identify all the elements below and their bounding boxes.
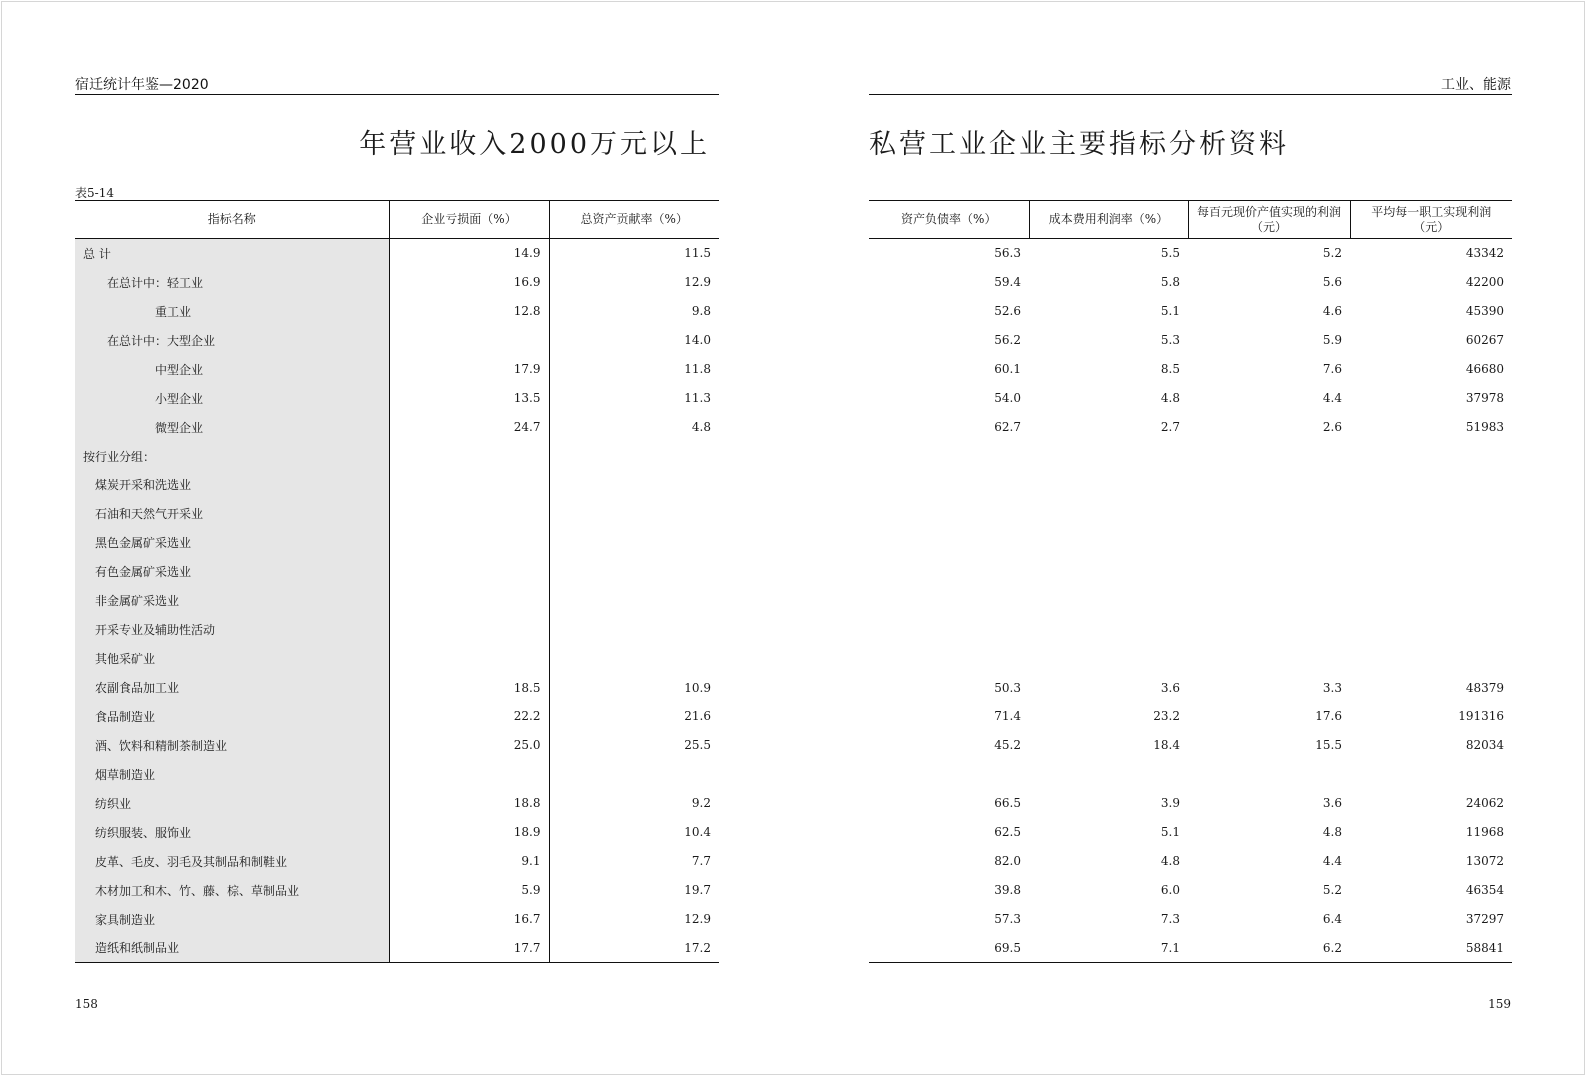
cell-loss-ratio: 14.9 [389,239,549,268]
cell-cost-profit-ratio: 18.4 [1153,738,1180,753]
cell-asset-contribution [549,615,719,644]
table-row [75,268,719,297]
cell-cost-profit-ratio [1029,760,1188,789]
table-row [75,557,719,586]
cell-profit-per-100: 7.6 [1322,362,1342,377]
cell-debt-ratio: 56.2 [994,333,1021,348]
cell-cost-profit-ratio [1029,528,1188,557]
row-label-text: 在总计中：大型企业 [107,333,216,348]
cell-asset-contribution [549,471,719,500]
table-row [75,326,719,355]
row-label [75,876,389,905]
cell-loss-ratio: 16.7 [389,905,549,934]
cell-cost-profit-ratio: 5.5 [1160,246,1180,261]
cell-profit-per-100: 6.2 [1188,934,1350,963]
table-row [75,934,719,963]
cell-profit-per-employee [1350,644,1512,673]
cell-loss-ratio: 24.7 [389,413,549,442]
cell-loss-ratio [389,644,549,673]
cell-cost-profit-ratio: 6.0 [1160,883,1180,898]
cell-debt-ratio [869,499,1029,528]
cell-profit-per-100: 4.8 [1322,825,1342,840]
right-table-header [869,201,1512,239]
table-row [869,528,1512,557]
cell-cost-profit-ratio: 5.8 [1160,275,1180,290]
cell-profit-per-employee: 82034 [1465,738,1504,753]
cell-profit-per-100 [1188,615,1350,644]
row-label [75,471,389,500]
table-row [869,789,1512,818]
cell-debt-ratio: 59.4 [994,275,1021,290]
cell-profit-per-employee [1350,586,1512,615]
row-label-text: 纺织业 [95,796,132,811]
table-row [75,413,719,442]
cell-loss-ratio: 5.9 [389,876,549,905]
cell-loss-ratio: 16.9 [389,268,549,297]
row-label-text: 木材加工和木、竹、藤、棕、草制品业 [95,883,300,898]
cell-profit-per-employee: 191316 [1458,709,1504,724]
table-row [869,239,1512,268]
cell-asset-contribution: 9.8 [691,304,711,319]
table-row [75,847,719,876]
row-label [75,644,389,673]
row-label-text: 在总计中：轻工业 [107,275,204,290]
table-row [75,644,719,673]
right-running-head: 工业、能源 [1441,77,1511,93]
cell-debt-ratio: 71.4 [994,709,1021,724]
cell-profit-per-100: 5.2 [1322,246,1342,261]
cell-cost-profit-ratio: 8.5 [1160,362,1180,377]
cell-cost-profit-ratio [1029,442,1188,471]
cell-profit-per-100: 2.6 [1322,420,1342,435]
row-label-text: 其他采矿业 [95,652,156,667]
column-header-profit-per-100: 每百元现价产值实现的利润 （元） [1188,201,1350,239]
cell-loss-ratio [389,586,549,615]
table-row [75,442,719,471]
cell-cost-profit-ratio: 4.8 [1160,391,1180,406]
left-header-rule [75,94,719,95]
table-row [869,644,1512,673]
cell-loss-ratio: 18.8 [389,789,549,818]
table-row [869,413,1512,442]
cell-debt-ratio: 45.2 [994,738,1021,753]
table-row [75,586,719,615]
table-row [75,760,719,789]
cell-debt-ratio: 54.0 [994,391,1021,406]
row-label [75,818,389,847]
cell-debt-ratio [869,442,1029,471]
cell-profit-per-100 [1188,528,1350,557]
cell-loss-ratio [389,615,549,644]
table-row [75,905,719,934]
cell-profit-per-employee [1350,471,1512,500]
cell-loss-ratio: 18.5 [389,673,549,702]
cell-loss-ratio: 9.1 [389,847,549,876]
table-row [75,297,719,326]
table-row [869,731,1512,760]
left-data-table [75,200,719,963]
row-label-text: 家具制造业 [95,912,156,927]
table-row [869,615,1512,644]
row-label [75,297,389,326]
cell-profit-per-employee: 45390 [1465,304,1504,319]
row-label [75,557,389,586]
cell-asset-contribution: 12.9 [684,912,711,927]
cell-asset-contribution: 12.9 [684,275,711,290]
column-header-asset-contribution: 总资产贡献率（%） [549,201,719,239]
table-row [869,297,1512,326]
cell-cost-profit-ratio: 23.2 [1153,709,1180,724]
table-row [75,673,719,702]
cell-debt-ratio [869,471,1029,500]
row-label-text: 有色金属矿采选业 [95,565,192,580]
row-label [75,934,389,963]
row-label [75,326,389,355]
cell-profit-per-employee: 46680 [1465,362,1504,377]
row-label [75,239,389,268]
cell-profit-per-100: 15.5 [1315,738,1342,753]
cell-debt-ratio: 62.7 [994,420,1021,435]
row-label [75,760,389,789]
page-number-left: 158 [75,997,98,1011]
table-row [75,702,719,731]
row-label-text: 食品制造业 [95,709,156,724]
row-label [75,413,389,442]
cell-profit-per-100 [1188,442,1350,471]
row-label [75,615,389,644]
cell-profit-per-100 [1188,471,1350,500]
cell-profit-per-100 [1188,586,1350,615]
cell-asset-contribution [549,442,719,471]
right-data-table [869,200,1512,963]
cell-profit-per-employee: 58841 [1350,934,1512,963]
row-label [75,586,389,615]
left-running-head: 宿迁统计年鉴—2020 [75,77,209,93]
cell-cost-profit-ratio: 5.3 [1160,333,1180,348]
cell-profit-per-100 [1188,557,1350,586]
cell-asset-contribution [549,586,719,615]
table-row [75,239,719,268]
cell-debt-ratio [869,615,1029,644]
cell-asset-contribution: 7.7 [691,854,711,869]
column-header-loss-ratio: 企业亏损面（%） [389,201,549,239]
cell-debt-ratio: 66.5 [994,796,1021,811]
cell-asset-contribution: 25.5 [684,738,711,753]
cell-profit-per-100: 3.6 [1322,796,1342,811]
cell-profit-per-employee [1350,499,1512,528]
table-row [869,471,1512,500]
cell-debt-ratio: 82.0 [994,854,1021,869]
cell-profit-per-employee: 37297 [1465,912,1504,927]
cell-debt-ratio [869,586,1029,615]
row-label-text: 酒、饮料和精制茶制造业 [95,738,228,753]
cell-debt-ratio [869,644,1029,673]
cell-profit-per-100 [1188,499,1350,528]
column-header-debt-ratio: 资产负债率（%） [869,201,1029,239]
cell-loss-ratio: 18.9 [389,818,549,847]
row-label [75,528,389,557]
row-label-text: 造纸和纸制品业 [95,941,180,956]
cell-profit-per-employee: 48379 [1465,680,1504,695]
cell-cost-profit-ratio: 7.1 [1029,934,1188,963]
title-right: 私营工业企业主要指标分析资料 [869,129,1289,160]
cell-asset-contribution: 10.4 [684,825,711,840]
cell-loss-ratio [389,471,549,500]
cell-cost-profit-ratio: 2.7 [1160,420,1180,435]
table-row [869,673,1512,702]
cell-debt-ratio: 60.1 [994,362,1021,377]
table-row [869,326,1512,355]
cell-debt-ratio [869,760,1029,789]
table-row [75,384,719,413]
cell-cost-profit-ratio: 3.6 [1160,680,1180,695]
cell-asset-contribution [549,760,719,789]
table-row [869,586,1512,615]
cell-profit-per-employee: 51983 [1465,420,1504,435]
cell-asset-contribution: 11.8 [684,362,711,377]
cell-loss-ratio: 17.9 [389,355,549,384]
table-row [75,615,719,644]
cell-debt-ratio: 69.5 [869,934,1029,963]
row-label [75,702,389,731]
cell-profit-per-employee [1350,442,1512,471]
row-label-text: 中型企业 [155,362,204,377]
cell-profit-per-employee: 46354 [1465,883,1504,898]
table-row [75,499,719,528]
cell-profit-per-employee: 42200 [1465,275,1504,290]
row-label-text: 非金属矿采选业 [95,594,180,609]
row-label [75,268,389,297]
table-row [75,471,719,500]
row-label-text: 总 计 [83,246,111,261]
cell-loss-ratio [389,499,549,528]
row-label-text: 皮革、毛皮、羽毛及其制品和制鞋业 [95,854,288,869]
row-label [75,847,389,876]
row-label [75,905,389,934]
cell-asset-contribution [549,499,719,528]
cell-loss-ratio: 13.5 [389,384,549,413]
cell-loss-ratio [389,760,549,789]
row-label [75,355,389,384]
left-table-header [75,201,719,239]
cell-profit-per-employee: 60267 [1465,333,1504,348]
column-header-cost-profit-ratio: 成本费用利润率（%） [1029,201,1188,239]
cell-asset-contribution: 17.2 [549,934,719,963]
table-row [869,876,1512,905]
table-row [869,760,1512,789]
cell-profit-per-employee: 13072 [1465,854,1504,869]
row-label [75,499,389,528]
table-row [869,268,1512,297]
cell-profit-per-100: 6.4 [1322,912,1342,927]
cell-asset-contribution: 14.0 [684,333,711,348]
cell-profit-per-employee [1350,557,1512,586]
table-row [869,442,1512,471]
cell-cost-profit-ratio [1029,499,1188,528]
cell-cost-profit-ratio [1029,586,1188,615]
cell-asset-contribution: 10.9 [684,680,711,695]
cell-loss-ratio: 22.2 [389,702,549,731]
cell-debt-ratio: 50.3 [994,680,1021,695]
cell-asset-contribution: 19.7 [684,883,711,898]
table-row [75,731,719,760]
cell-cost-profit-ratio [1029,615,1188,644]
cell-asset-contribution: 11.5 [684,246,711,261]
cell-loss-ratio [389,326,549,355]
cell-debt-ratio: 56.3 [994,246,1021,261]
table-row [869,818,1512,847]
row-label-text: 小型企业 [155,391,204,406]
row-label [75,673,389,702]
row-label-text: 烟草制造业 [95,767,156,782]
cell-profit-per-100: 5.2 [1322,883,1342,898]
cell-debt-ratio: 52.6 [994,304,1021,319]
cell-profit-per-100: 4.4 [1322,391,1342,406]
cell-loss-ratio: 17.7 [389,934,549,963]
cell-cost-profit-ratio: 5.1 [1160,825,1180,840]
table-row [869,557,1512,586]
cell-profit-per-100: 5.6 [1322,275,1342,290]
row-label [75,384,389,413]
row-label-text: 煤炭开采和洗选业 [95,478,192,493]
table-row [869,905,1512,934]
cell-debt-ratio [869,557,1029,586]
table-row [75,528,719,557]
row-label-text: 农副食品加工业 [95,681,180,696]
cell-loss-ratio [389,442,549,471]
row-label-text: 按行业分组： [83,449,156,464]
cell-profit-per-100: 5.9 [1322,333,1342,348]
cell-profit-per-employee: 24062 [1465,796,1504,811]
cell-profit-per-100 [1188,644,1350,673]
table-row [869,847,1512,876]
cell-loss-ratio [389,557,549,586]
table-row [869,499,1512,528]
cell-debt-ratio [869,528,1029,557]
cell-asset-contribution: 4.8 [691,420,711,435]
cell-cost-profit-ratio: 3.9 [1160,796,1180,811]
cell-asset-contribution: 9.2 [691,796,711,811]
table-row [75,818,719,847]
cell-debt-ratio: 62.5 [994,825,1021,840]
row-label [75,789,389,818]
table-row [869,702,1512,731]
column-header-indicator-name: 指标名称 [75,201,389,239]
cell-profit-per-100: 3.3 [1322,680,1342,695]
cell-profit-per-100: 17.6 [1315,709,1342,724]
row-label-text: 开采专业及辅助性活动 [95,623,216,638]
cell-profit-per-100: 4.4 [1322,854,1342,869]
table-row [869,934,1512,963]
title-left: 年营业收入2000万元以上 [359,129,710,160]
cell-profit-per-100: 4.6 [1322,304,1342,319]
cell-cost-profit-ratio: 7.3 [1160,912,1180,927]
cell-profit-per-employee [1350,760,1512,789]
cell-debt-ratio: 39.8 [994,883,1021,898]
table-row [75,789,719,818]
cell-asset-contribution [549,557,719,586]
column-header-profit-per-employee: 平均每一职工实现利润 （元） [1350,201,1512,239]
table-row [869,355,1512,384]
table-row [869,384,1512,413]
row-label-text: 重工业 [155,304,192,319]
cell-asset-contribution [549,528,719,557]
cell-profit-per-employee: 37978 [1465,391,1504,406]
cell-cost-profit-ratio [1029,557,1188,586]
cell-cost-profit-ratio [1029,471,1188,500]
table-row [75,355,719,384]
row-label-text: 微型企业 [155,420,204,435]
cell-profit-per-100 [1188,760,1350,789]
row-label-text: 石油和天然气开采业 [95,507,204,522]
cell-cost-profit-ratio: 4.8 [1160,854,1180,869]
row-label-text: 纺织服装、服饰业 [95,825,192,840]
cell-cost-profit-ratio: 5.1 [1160,304,1180,319]
cell-profit-per-employee [1350,528,1512,557]
page-number-right: 159 [1488,997,1511,1011]
row-label-text: 黑色金属矿采选业 [95,536,192,551]
cell-loss-ratio: 12.8 [389,297,549,326]
table-number: 表5-14 [75,186,114,200]
cell-asset-contribution: 11.3 [684,391,711,406]
row-label [75,442,389,471]
cell-cost-profit-ratio [1029,644,1188,673]
cell-loss-ratio: 25.0 [389,731,549,760]
table-row [75,876,719,905]
cell-loss-ratio [389,528,549,557]
cell-profit-per-employee: 11968 [1465,825,1504,840]
cell-debt-ratio: 57.3 [994,912,1021,927]
cell-asset-contribution [549,644,719,673]
cell-profit-per-employee [1350,615,1512,644]
row-label [75,731,389,760]
cell-asset-contribution: 21.6 [684,709,711,724]
right-header-rule [869,94,1512,95]
cell-profit-per-employee: 43342 [1465,246,1504,261]
